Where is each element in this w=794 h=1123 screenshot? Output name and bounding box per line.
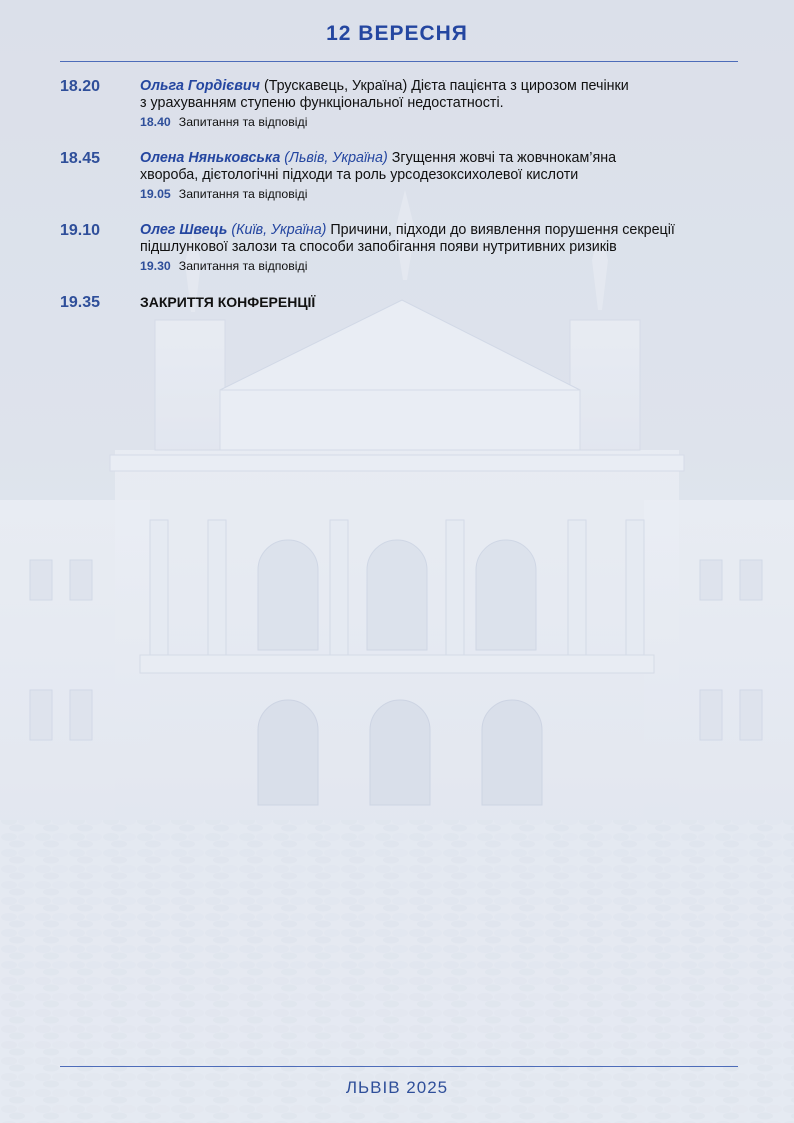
top-divider bbox=[60, 61, 738, 62]
program-entry bbox=[60, 78, 750, 129]
topic-line-1: Причини, підходи до виявлення порушення секреції bbox=[330, 222, 675, 238]
entry-description bbox=[140, 78, 750, 112]
speaker-location: (Київ, Україна) bbox=[227, 222, 331, 238]
topic-line-1: Дієта пацієнта з цирозом печінки bbox=[411, 78, 629, 94]
speaker-name: Олена Няньковська bbox=[140, 150, 281, 166]
topic-line-2: хвороба, дієтологічні підходи та роль урсодезоксихолевої кислоти bbox=[140, 167, 579, 183]
speaker-name: Ольга Гордієвич bbox=[140, 78, 260, 94]
page-title: 12 ВЕРЕСНЯ bbox=[326, 22, 468, 45]
program-list bbox=[60, 78, 750, 324]
qa-label: Запитання та відповіді bbox=[178, 187, 308, 201]
entry-description bbox=[140, 222, 750, 256]
entry-description bbox=[140, 150, 750, 184]
qa-label: Запитання та відповіді bbox=[178, 115, 308, 129]
bottom-divider bbox=[60, 1066, 738, 1067]
qa-label: Запитання та відповіді bbox=[178, 259, 308, 273]
speaker-location: (Львів, Україна) bbox=[280, 150, 392, 166]
speaker-name: Олег Швець bbox=[140, 222, 228, 238]
program-entry bbox=[60, 222, 750, 273]
topic-line-2: підшлункової залози та способи запобігання появи нутритивних ризиків bbox=[140, 239, 617, 255]
topic-line-1: Згущення жовчі та жовчнокам’яна bbox=[391, 150, 617, 166]
qa-row bbox=[140, 115, 750, 129]
entry-time: 18.20 bbox=[60, 78, 101, 95]
footer-location-year: ЛЬВІВ 2025 bbox=[345, 1078, 449, 1097]
closing-time: 19.35 bbox=[60, 294, 101, 311]
entry-time: 19.10 bbox=[60, 222, 101, 239]
closing-label: ЗАКРИТТЯ КОНФЕРЕНЦІЇ bbox=[140, 294, 316, 310]
qa-time: 18.40 bbox=[140, 115, 171, 129]
closing-entry bbox=[60, 294, 750, 324]
entry-time: 18.45 bbox=[60, 150, 101, 167]
qa-time: 19.30 bbox=[140, 259, 171, 273]
topic-line-2: з урахуванням ступеню функціональної недостатності. bbox=[140, 95, 504, 111]
qa-time: 19.05 bbox=[140, 187, 171, 201]
speaker-location: (Трускавець, Україна) bbox=[259, 78, 412, 94]
program-entry bbox=[60, 150, 750, 201]
qa-row bbox=[140, 259, 750, 273]
qa-row bbox=[140, 187, 750, 201]
